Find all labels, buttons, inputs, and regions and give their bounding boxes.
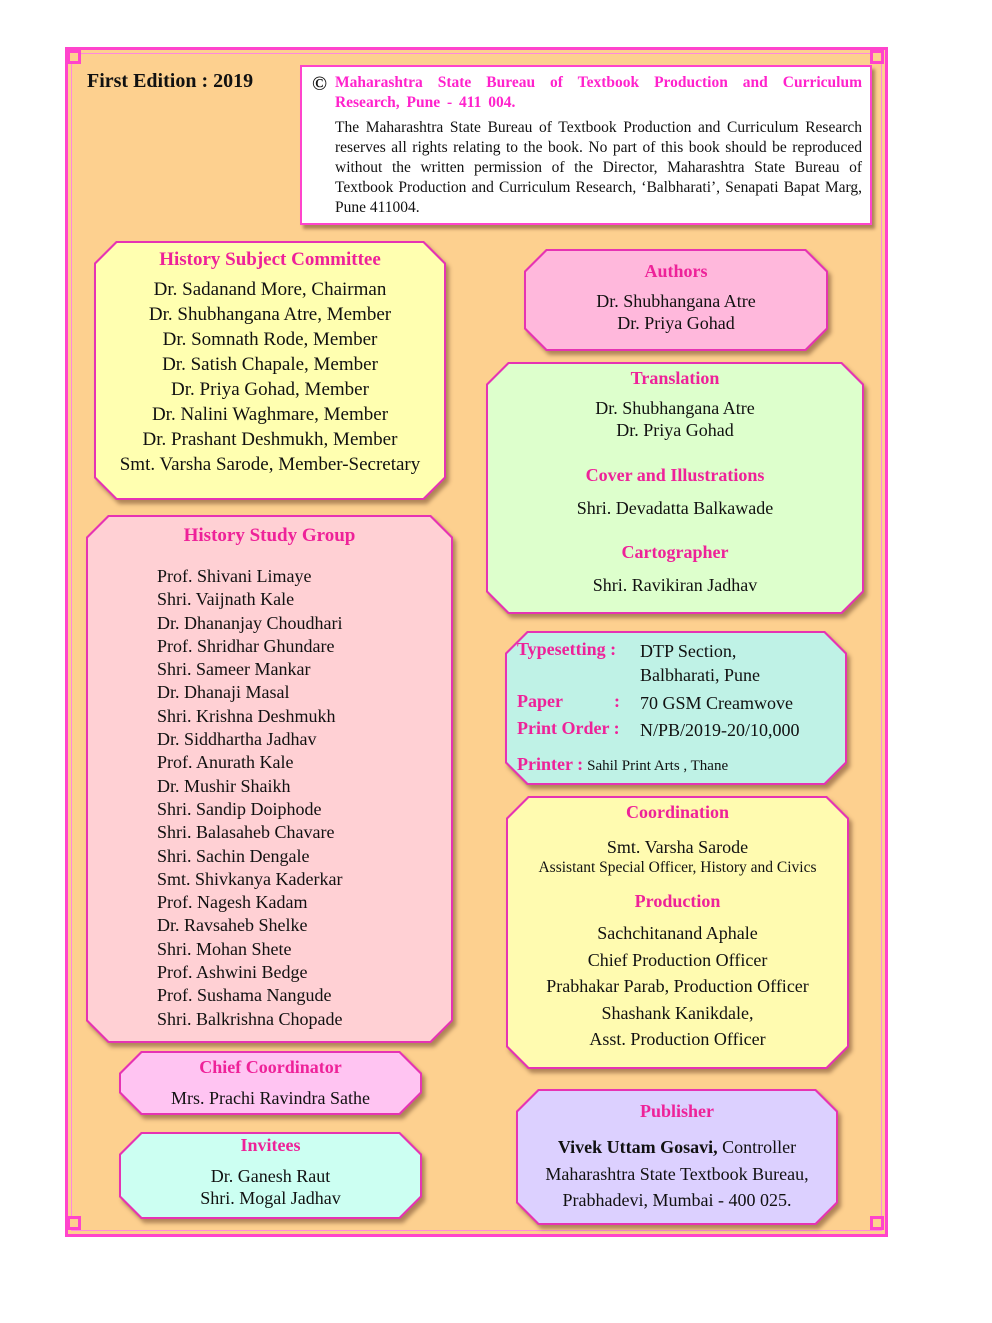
production-line: Sachchitanand Aphale (597, 923, 758, 943)
member: Dr. Dhanaji Masal (157, 682, 290, 703)
publisher-box (516, 1089, 838, 1225)
cartographer-title: Cartographer (621, 542, 729, 562)
member: Shri. Vaijnath Kale (157, 589, 295, 610)
publisher-address: Maharashtra State Textbook Bureau, (545, 1163, 809, 1184)
chief-coordinator-name: Mrs. Prachi Ravindra Sathe (171, 1088, 370, 1108)
member: Smt. Shivkanya Kaderkar (157, 868, 343, 889)
member: Shri. Sameer Mankar (157, 659, 311, 680)
member: Dr. Nalini Waghmare, Member (151, 404, 389, 425)
member: Dr. Dhananjay Choudhari (157, 612, 343, 633)
copyright-icon: © (312, 73, 327, 95)
member: Dr. Priya Gohad, Member (171, 379, 369, 400)
typesetting-label: Typesetting : (517, 639, 617, 659)
production-line: Shashank Kanikdale, (601, 1002, 754, 1023)
publisher-name: Vivek Uttam Gosavi, (557, 1137, 718, 1157)
author: Dr. Priya Gohad (617, 313, 735, 333)
paper-label: Paper (517, 691, 563, 711)
chief-coordinator-title: Chief Coordinator (199, 1057, 342, 1077)
authors-title: Authors (644, 261, 708, 281)
coordination-box (506, 796, 849, 1069)
member: Prof. Shivani Limaye (157, 566, 312, 586)
print-order-value: N/PB/2019-20/10,000 (640, 720, 800, 740)
copyright-publisher: Maharashtra State Bureau of Textbook Production and Curriculum Research, Pune - 411 004. (334, 74, 862, 111)
member: Shri. Balasaheb Chavare (157, 822, 335, 843)
production-line: Chief Production Officer (587, 949, 768, 970)
member: Prof. Anurath Kale (157, 752, 294, 773)
cover-title: Cover and Illustrations (585, 465, 765, 485)
corner-ornament (870, 50, 884, 64)
subject-committee-members (94, 277, 446, 477)
corner-ornament (67, 50, 81, 64)
authors-box (524, 249, 828, 351)
cartographer-name: Shri. Ravikiran Jadhav (592, 575, 758, 595)
member: Dr. Mushir Shaikh (157, 775, 291, 796)
paper-value: 70 GSM Creamwove (640, 693, 793, 713)
translator: Dr. Priya Gohad (616, 420, 734, 440)
corner-ornament (67, 1216, 81, 1230)
member: Dr. Satish Chapale, Member (162, 354, 378, 375)
invitee: Shri. Mogal Jadhav (200, 1188, 341, 1208)
member: Dr. Siddhartha Jadhav (157, 729, 317, 750)
member: Dr. Somnath Rode, Member (162, 329, 378, 350)
copyright-notice: The Maharashtra State Bureau of Textbook Production and Curriculum Research reserves all rights relating to the book. No part of this book should be reproduced without the written permission of the Director, Maharashtra State Bureau of Textbook Production and Curriculum Research, ‘Balbharati’, Senapati Bapat Marg, Pune 411004. (335, 119, 862, 216)
production-line: Asst. Production Officer (589, 1029, 766, 1049)
production-line: Prabhakar Parab, Production Officer (546, 976, 809, 996)
production-title: Production (634, 891, 721, 911)
invitee: Dr. Ganesh Raut (210, 1166, 331, 1186)
member: Shri. Sachin Dengale (157, 845, 310, 866)
member: Smt. Varsha Sarode, Member-Secretary (119, 454, 421, 475)
edition: First Edition : 2019 (87, 70, 254, 92)
subject-committee-title: History Subject Committee (159, 249, 381, 270)
translation-box (486, 362, 864, 614)
member: Prof. Ashwini Bedge (157, 962, 308, 983)
print-order-label: Print Order : (517, 718, 620, 738)
chief-coordinator-box (119, 1051, 422, 1115)
corner-ornament (870, 1216, 884, 1230)
typesetting-value: DTP Section, (640, 641, 737, 661)
member: Shri. Balkrishna Chopade (157, 1008, 343, 1029)
paper-colon: : (614, 691, 620, 711)
publisher-address: Prabhadevi, Mumbai - 400 025. (562, 1190, 792, 1210)
coordination-role: Assistant Special Officer, History and Civics (538, 859, 817, 876)
author: Dr. Shubhangana Atre (596, 291, 756, 311)
copyright-box (300, 65, 872, 225)
coordination-title: Coordination (625, 802, 730, 822)
member: Dr. Prashant Deshmukh, Member (142, 429, 398, 450)
publisher-title: Publisher (639, 1101, 714, 1121)
translator: Dr. Shubhangana Atre (595, 398, 755, 418)
translation-title: Translation (630, 368, 720, 388)
study-group-members (157, 565, 453, 1031)
cover-name: Shri. Devadatta Balkawade (576, 498, 774, 518)
member: Dr. Shubhangana Atre, Member (148, 304, 392, 325)
member: Shri. Mohan Shete (157, 938, 292, 959)
member: Dr. Sadanand More, Chairman (153, 279, 387, 300)
typesetting-value-2: Balbharati, Pune (640, 665, 760, 685)
subject-committee-box (94, 241, 446, 500)
invitees-box (119, 1132, 422, 1219)
printer-value: Sahil Print Arts , Thane (587, 758, 729, 774)
member: Shri. Sandip Doiphode (157, 798, 322, 819)
invitees-title: Invitees (240, 1135, 301, 1155)
member: Dr. Ravsaheb Shelke (157, 915, 308, 936)
member: Prof. Nagesh Kadam (157, 892, 308, 913)
publisher-role: Controller (717, 1137, 797, 1157)
study-group-box (86, 515, 453, 1043)
member: Prof. Sushama Nangude (157, 985, 332, 1006)
printer-label: Printer : (517, 754, 584, 774)
member: Prof. Shridhar Ghundare (157, 635, 335, 656)
print-details-box (505, 631, 847, 785)
coordination-name: Smt. Varsha Sarode (606, 837, 749, 857)
member: Shri. Krishna Deshmukh (157, 705, 336, 726)
study-group-title: History Study Group (183, 525, 356, 546)
